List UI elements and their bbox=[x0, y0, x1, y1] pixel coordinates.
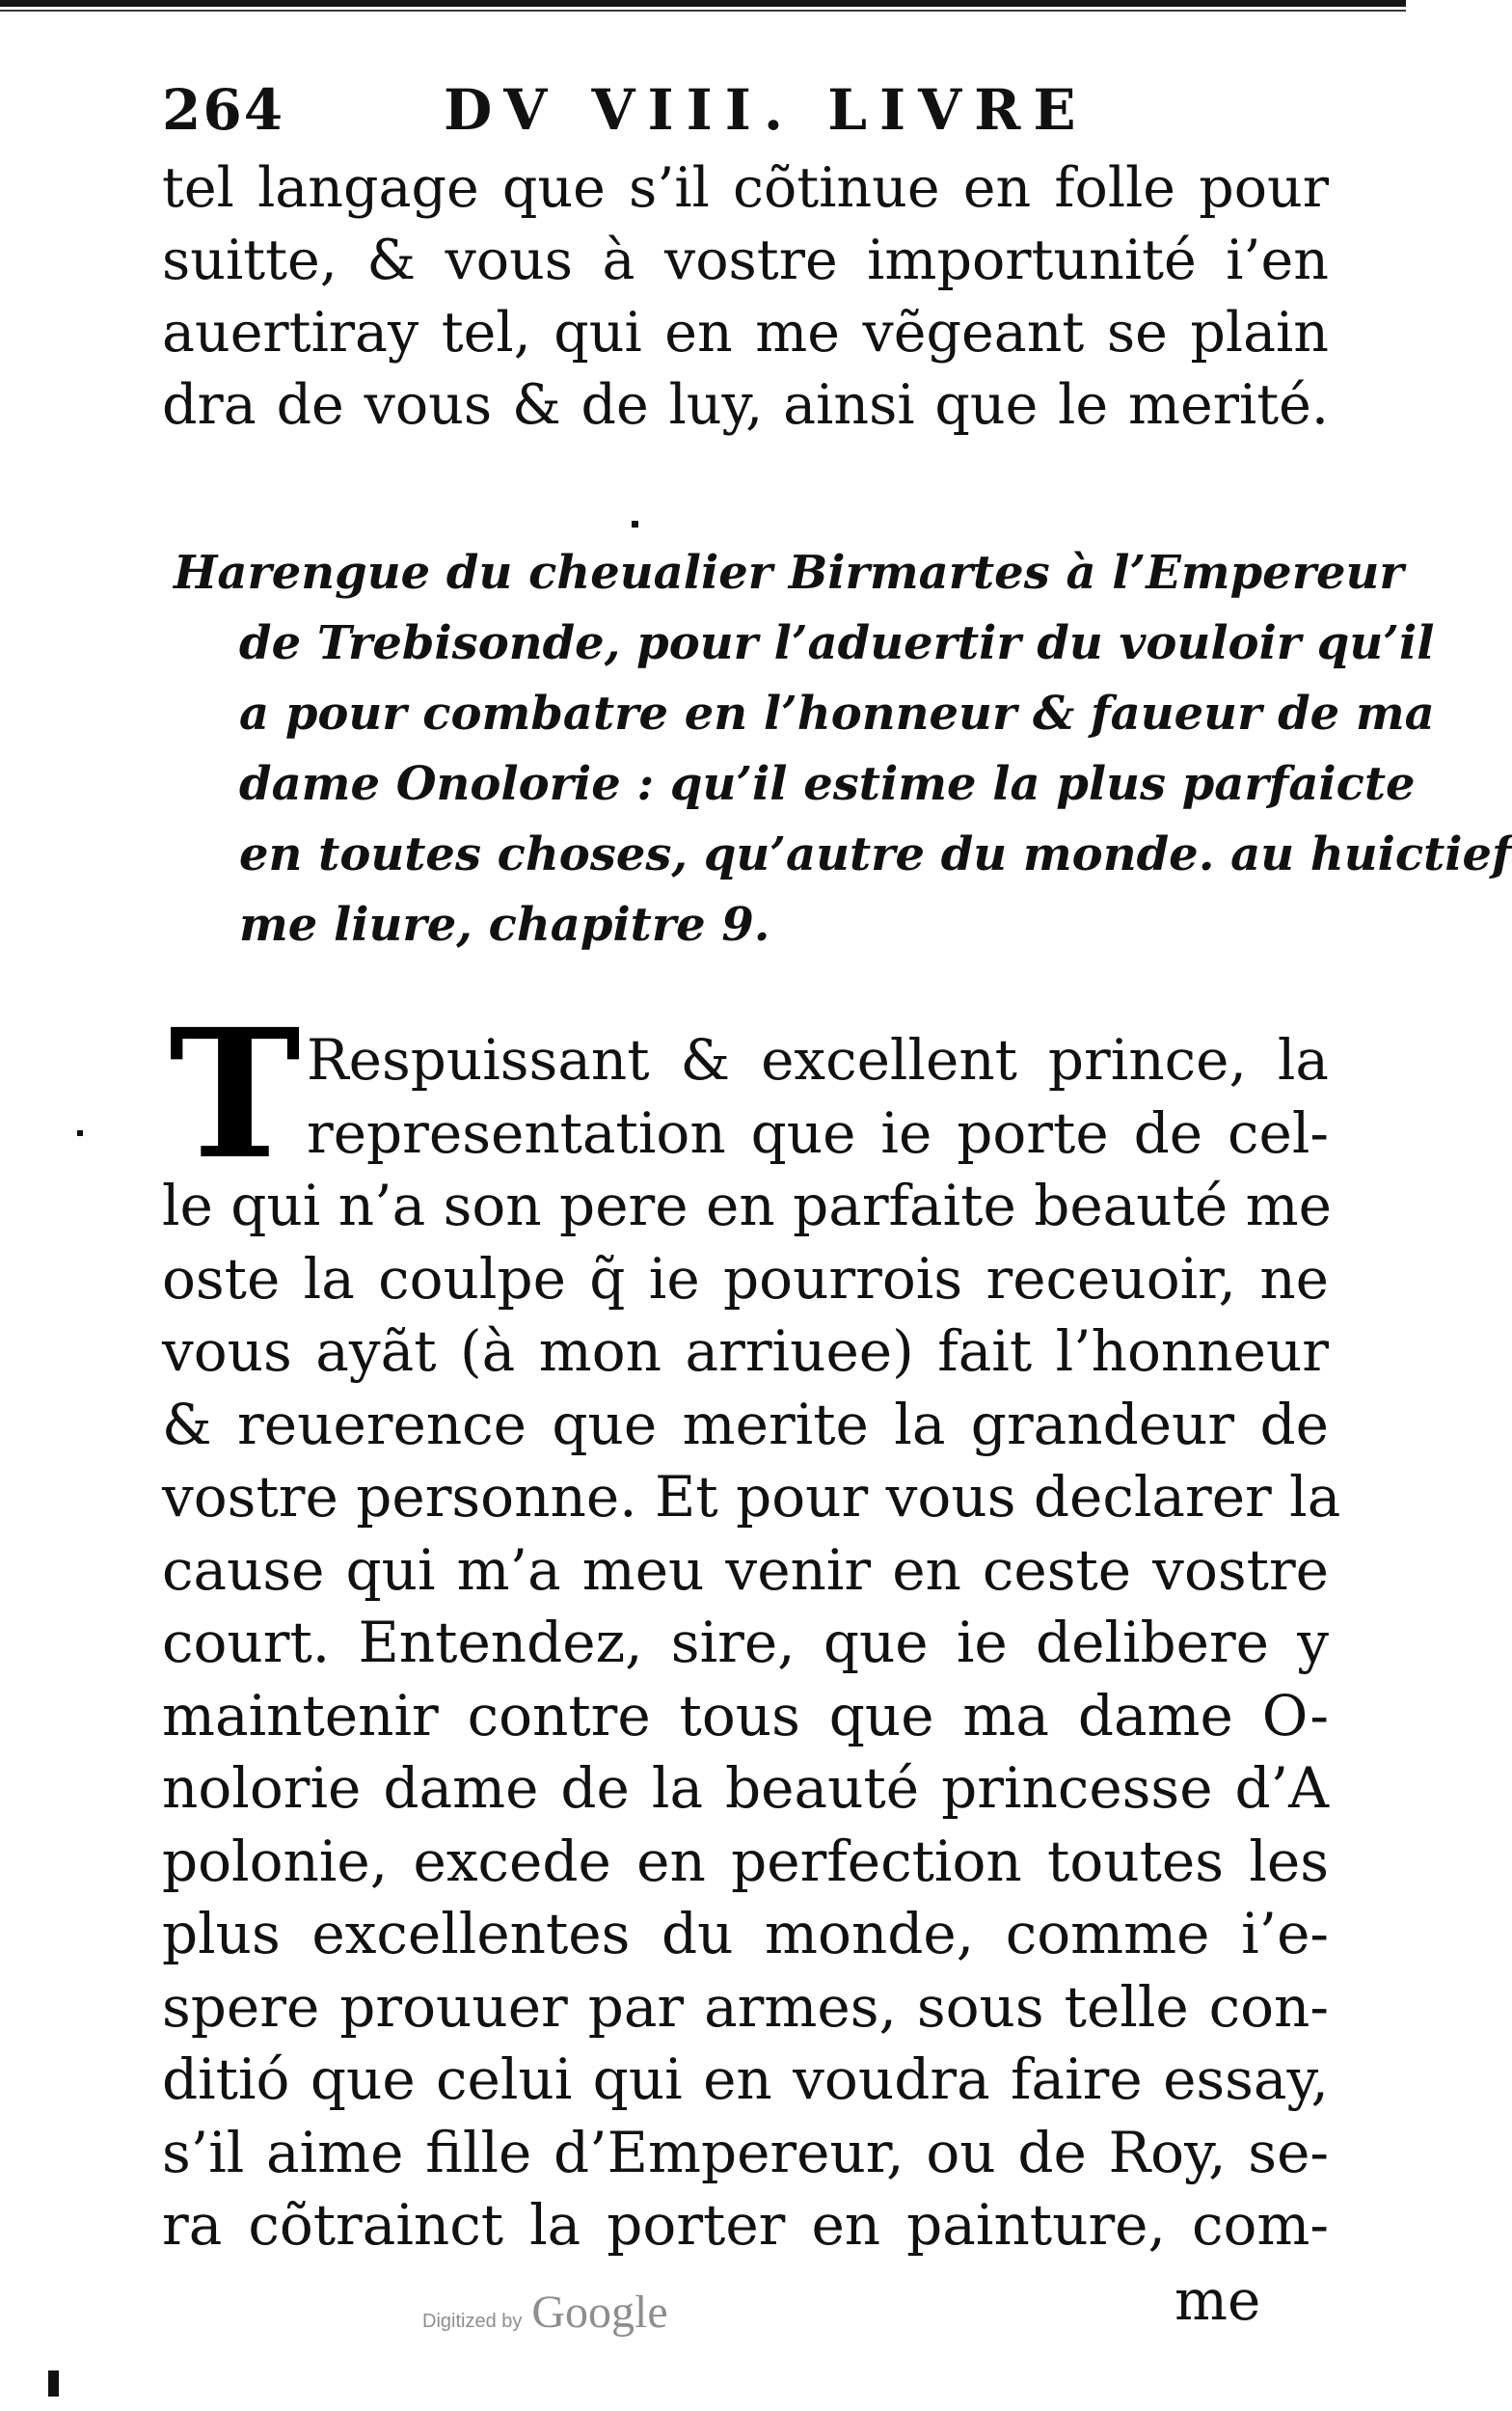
running-title: DV VIII. LIVRE bbox=[444, 77, 1089, 143]
main-body-text bbox=[162, 1024, 1341, 2262]
chapter-heading-line-3: a pour combatre en l’honneur & faueur de ma bbox=[239, 687, 1435, 741]
body-line-7: vostre personne. Et pour vous declarer la bbox=[162, 1464, 1341, 1530]
body-line-8: cause qui m’a meu venir en ceste vostre bbox=[162, 1536, 1329, 1603]
opening-paragraph bbox=[162, 152, 1329, 442]
body-line-10: maintenir contre tous que ma dame O- bbox=[162, 1682, 1329, 1748]
chapter-heading-line-4: dame Onolorie : qu’il estime la plus parfaicte bbox=[239, 757, 1416, 811]
chapter-heading-line-5: en toutes choses, qu’autre du monde. au huictief bbox=[239, 827, 1512, 881]
digitization-watermark bbox=[422, 2286, 668, 2343]
body-line-12: polonie, excede en perfection toutes les bbox=[162, 1828, 1329, 1894]
print-speck bbox=[77, 1130, 83, 1136]
catchword: me bbox=[1174, 2267, 1261, 2333]
body-line-2: representation que ie porte de cel- bbox=[307, 1099, 1329, 1166]
body-line-9: court. Entendez, sire, que ie delibere y bbox=[162, 1610, 1329, 1675]
top-page-rule bbox=[0, 0, 1406, 17]
margin-mark bbox=[48, 2370, 59, 2397]
body-line-5: vous ayãt (à mon arriuee) fait l’honneur bbox=[162, 1318, 1329, 1384]
body-line-17: ra cõtrainct la porter en painture, com- bbox=[162, 2192, 1329, 2258]
body-line-6: & reuerence que merite la grandeur de bbox=[162, 1391, 1329, 1457]
opening-line-4: dra de vous & de luy, ainsi que le merité. bbox=[162, 373, 1329, 437]
opening-line-3: auertiray tel, qui en me vẽgeant se plain bbox=[162, 301, 1329, 365]
body-line-3: le qui n’a son pere en parfaite beauté me bbox=[162, 1173, 1332, 1238]
chapter-heading-line-1: Harengue du cheualier Birmartes à l’Empereur bbox=[174, 546, 1404, 600]
body-line-16: s’il aime fille d’Empereur, ou de Roy, se- bbox=[162, 2119, 1329, 2185]
body-line-1: Respuissant & excellent prince, la bbox=[307, 1027, 1329, 1093]
body-line-11: nolorie dame de la beauté princesse d’A bbox=[162, 1755, 1329, 1821]
chapter-heading-line-6: me liure, chapitre 9. bbox=[239, 898, 770, 952]
opening-line-1: tel langage que s’il cõtinue en folle pour bbox=[162, 156, 1329, 220]
chapter-heading-line-2: de Trebisonde, pour l’aduertir du vouloir qu’il bbox=[239, 616, 1435, 670]
digitized-by-label: Digitized by bbox=[422, 2311, 523, 2332]
opening-line-2: suitte, & vous à vostre importunité i’en bbox=[162, 229, 1329, 292]
body-line-14: spere prouuer par armes, sous telle con- bbox=[162, 1973, 1329, 2040]
body-line-13: plus excellentes du monde, comme i’e- bbox=[162, 1901, 1329, 1966]
chapter-heading bbox=[174, 538, 1512, 961]
page-number: 264 bbox=[162, 77, 285, 143]
running-header bbox=[162, 75, 1319, 145]
body-line-4: oste la coulpe q̃ ie pourrois receuoir, ne bbox=[162, 1245, 1329, 1312]
body-line-15: ditió que celui qui en voudra faire essay, bbox=[162, 2046, 1329, 2112]
google-wordmark: Google bbox=[531, 2287, 668, 2338]
drop-cap-initial: T bbox=[169, 990, 301, 1199]
print-speck bbox=[632, 521, 638, 528]
